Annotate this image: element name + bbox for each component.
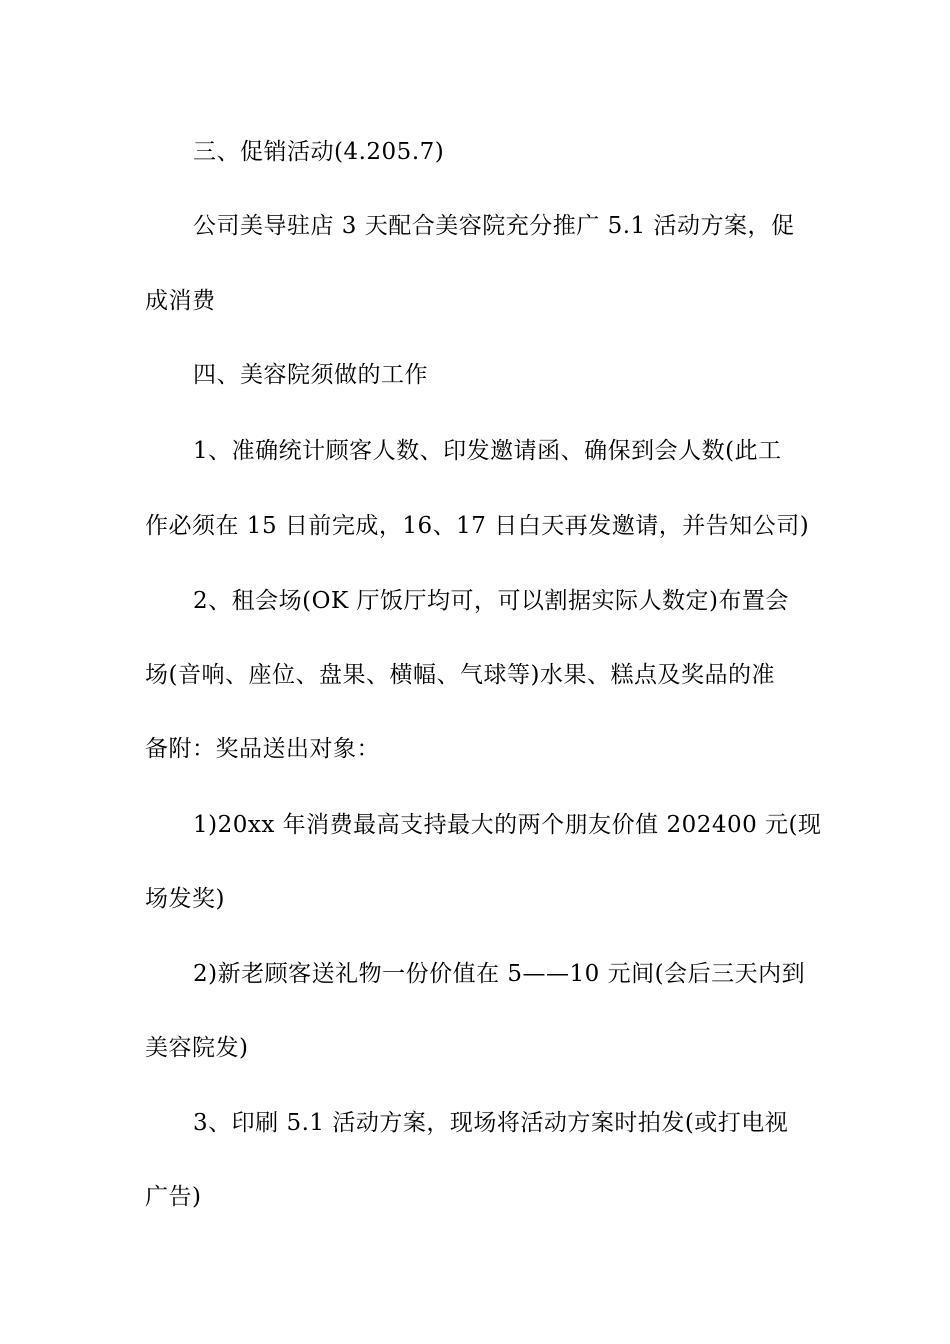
list-item-line: 1)20xx 年消费最高支持最大的两个朋友价值 202400 元(现 — [193, 812, 822, 838]
list-item-line: 2)新老顾客送礼物一份价值在 5——10 元间(会后三天内到 — [193, 961, 806, 987]
paragraph-line: 1、准确统计顾客人数、印发邀请函、确保到会人数(此工 — [193, 438, 782, 464]
paragraph-line: 成消费 — [145, 288, 216, 314]
paragraph-line: 2、租会场(OK 厅饭厅均可，可以割据实际人数定)布置会 — [193, 588, 789, 614]
paragraph-line: 公司美导驻店 3 天配合美容院充分推广 5.1 活动方案，促 — [193, 213, 795, 239]
paragraph-line: 广告) — [145, 1184, 202, 1210]
paragraph-line: 备附：奖品送出对象： — [145, 736, 380, 762]
paragraph-line: 场(音响、座位、盘果、横幅、气球等)水果、糕点及奖品的准 — [145, 662, 775, 688]
section-heading-salon-tasks: 四、美容院须做的工作 — [193, 362, 428, 388]
section-heading-promotion: 三、促销活动(4.205.7) — [193, 139, 445, 165]
list-item-line: 场发奖) — [145, 886, 225, 912]
list-item-line: 美容院发) — [145, 1035, 249, 1061]
paragraph-line: 作必须在 15 日前完成，16、17 日白天再发邀请，并告知公司) — [145, 513, 810, 539]
paragraph-line: 3、印刷 5.1 活动方案，现场将活动方案时拍发(或打电视 — [193, 1110, 789, 1136]
